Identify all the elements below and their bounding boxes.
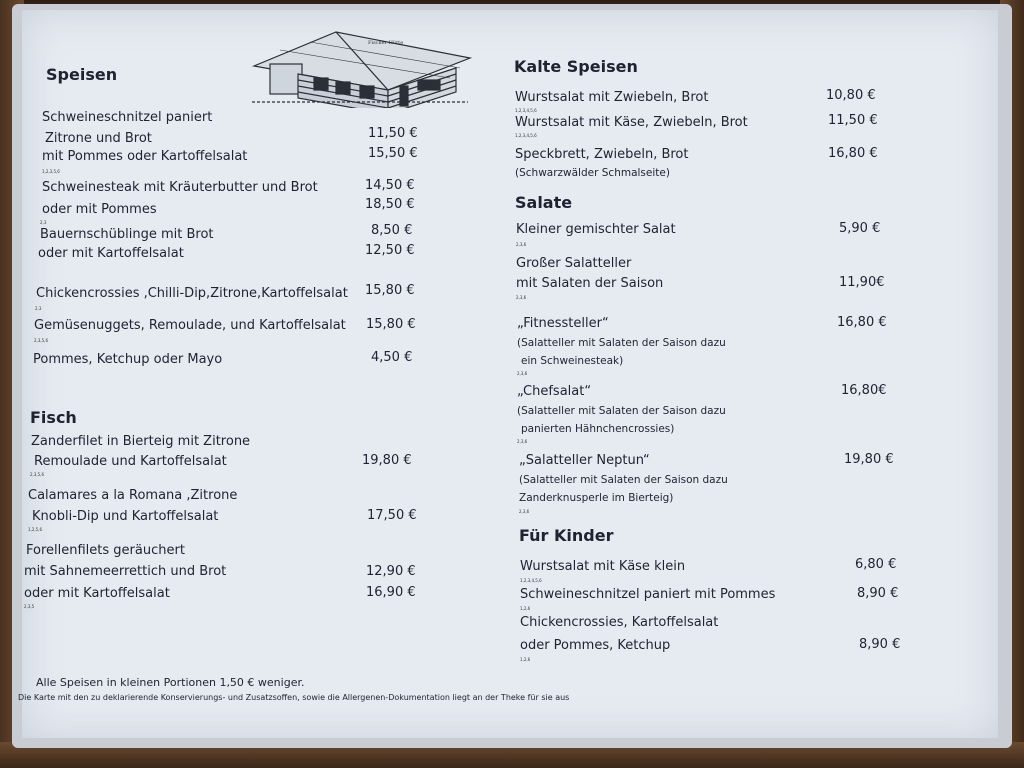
item-price: 16,80 € xyxy=(837,315,887,330)
item-line: mit Pommes oder Kartoffelsalat xyxy=(42,149,248,164)
item-line: mit Sahnemeerrettich und Brot xyxy=(24,564,227,579)
item-description: Zanderknusperle im Bierteig) xyxy=(519,492,674,504)
allergen-codes: 1,2,6 xyxy=(520,657,531,662)
allergen-codes: 1,2,3,4,5,6 xyxy=(520,578,542,583)
item-line: oder mit Kartoffelsalat xyxy=(38,246,184,261)
allergen-codes: 2,3,6 xyxy=(519,509,530,514)
item-price: 17,50 € xyxy=(367,508,417,523)
item-line: Chickencrossies ,Chilli-Dip,Zitrone,Kartoffelsalat xyxy=(36,286,348,301)
section-title-speisen: Speisen xyxy=(46,65,118,84)
item-line: Calamares a la Romana ,Zitrone xyxy=(28,488,238,503)
section-title-kalte-speisen: Kalte Speisen xyxy=(514,57,638,76)
allergen-codes: 2,3,5,6 xyxy=(30,472,44,477)
menu-sheet xyxy=(18,10,998,738)
item-description: ein Schweinesteak) xyxy=(521,355,624,367)
allergen-codes: 1,2,3,4,5,6 xyxy=(515,133,537,138)
item-price: 11,90€ xyxy=(839,275,885,290)
allergen-codes: 1,2,3,4,5,6 xyxy=(515,108,537,113)
section-title-fisch: Fisch xyxy=(30,408,77,427)
item-price: 6,80 € xyxy=(855,557,897,572)
item-price: 15,80 € xyxy=(366,317,416,332)
item-line: Schweinesteak mit Kräuterbutter und Brot xyxy=(42,180,318,195)
item-description: (Salatteller mit Salaten der Saison dazu xyxy=(519,474,728,486)
footer-portion-note: Alle Speisen in kleinen Portionen 1,50 € weniger. xyxy=(36,676,305,689)
allergen-codes: 1,2,5,6 xyxy=(28,527,42,532)
allergen-codes: 2,3 xyxy=(35,306,42,311)
item-price: 5,90 € xyxy=(839,221,881,236)
item-price: 15,80 € xyxy=(365,283,415,298)
item-line: Zanderfilet in Bierteig mit Zitrone xyxy=(31,434,251,449)
item-price: 19,80 € xyxy=(362,453,412,468)
item-line: Pommes, Ketchup oder Mayo xyxy=(33,352,223,367)
item-line: oder mit Pommes xyxy=(42,202,157,217)
allergen-codes: 2,3 xyxy=(40,220,47,225)
item-line: „Fitnessteller“ xyxy=(517,316,609,331)
item-line: oder mit Kartoffelsalat xyxy=(24,586,170,601)
item-line: „Chefsalat“ xyxy=(517,384,592,399)
item-line: „Salatteller Neptun“ xyxy=(519,453,650,468)
allergen-codes: 2,3,6 xyxy=(516,295,527,300)
section-title-fuer-kinder: Für Kinder xyxy=(519,526,614,545)
item-line: Knobli-Dip und Kartoffelsalat xyxy=(32,509,219,524)
item-price: 14,50 € xyxy=(365,178,415,193)
item-line: Chickencrossies, Kartoffelsalat xyxy=(520,615,719,630)
section-title-salate: Salate xyxy=(515,193,573,212)
item-price: 10,80 € xyxy=(826,88,876,103)
allergen-codes: 2,3,6 xyxy=(516,242,527,247)
item-price: 12,50 € xyxy=(365,243,415,258)
item-line: Kleiner gemischter Salat xyxy=(516,222,676,237)
item-price: 15,50 € xyxy=(368,146,418,161)
item-description: (Salatteller mit Salaten der Saison dazu xyxy=(517,337,726,349)
item-price: 16,80€ xyxy=(841,383,887,398)
item-line: Schweineschnitzel paniert mit Pommes xyxy=(520,587,776,602)
item-line: Wurstsalat mit Käse, Zwiebeln, Brot xyxy=(515,115,748,130)
item-line: Forellenfilets geräuchert xyxy=(26,543,185,558)
cabin-logo-icon xyxy=(250,28,472,108)
allergen-codes: 1,2,3,5,6 xyxy=(42,169,60,174)
allergen-codes: 1,2,6 xyxy=(520,606,531,611)
allergen-codes: 2,3,5,6 xyxy=(34,338,48,343)
item-line: oder Pommes, Ketchup xyxy=(520,638,671,653)
item-line: Remoulade und Kartoffelsalat xyxy=(34,454,227,469)
footer-disclaimer: Die Karte mit den zu deklarierende Konservierungs- und Zusatzsoffen, sowie die Allergenen-Dokumentation liegt an der Theke für sie aus xyxy=(18,693,570,702)
item-line: Bauernschüblinge mit Brot xyxy=(40,227,214,242)
item-price: 16,80 € xyxy=(828,146,878,161)
item-line: Wurstsalat mit Käse klein xyxy=(520,559,686,574)
item-price: 18,50 € xyxy=(365,197,415,212)
item-description: panierten Hähnchencrossies) xyxy=(521,423,675,435)
item-price: 8,50 € xyxy=(371,223,413,238)
allergen-codes: 2,3,6 xyxy=(517,371,528,376)
item-price: 4,50 € xyxy=(371,350,413,365)
item-price: 16,90 € xyxy=(366,585,416,600)
logo-text: Fischer Hütte xyxy=(368,40,404,46)
allergen-codes: 2,3,6 xyxy=(517,439,528,444)
item-price: 12,90 € xyxy=(366,564,416,579)
item-line: Speckbrett, Zwiebeln, Brot xyxy=(515,147,689,162)
item-description: (Schwarzwälder Schmalseite) xyxy=(515,167,670,179)
item-line: Gemüsenuggets, Remoulade, und Kartoffelsalat xyxy=(34,318,346,333)
item-line: mit Salaten der Saison xyxy=(516,276,664,291)
item-price: 8,90 € xyxy=(857,586,899,601)
item-line: Großer Salatteller xyxy=(516,256,632,271)
item-price: 11,50 € xyxy=(828,113,878,128)
item-price: 11,50 € xyxy=(368,126,418,141)
item-line: Wurstsalat mit Zwiebeln, Brot xyxy=(515,90,709,105)
item-description: (Salatteller mit Salaten der Saison dazu xyxy=(517,405,726,417)
item-line: Zitrone und Brot xyxy=(45,131,152,146)
item-price: 19,80 € xyxy=(844,452,894,467)
allergen-codes: 2,3,5 xyxy=(24,604,35,609)
item-price: 8,90 € xyxy=(859,637,901,652)
item-line: Schweineschnitzel paniert xyxy=(42,110,213,125)
